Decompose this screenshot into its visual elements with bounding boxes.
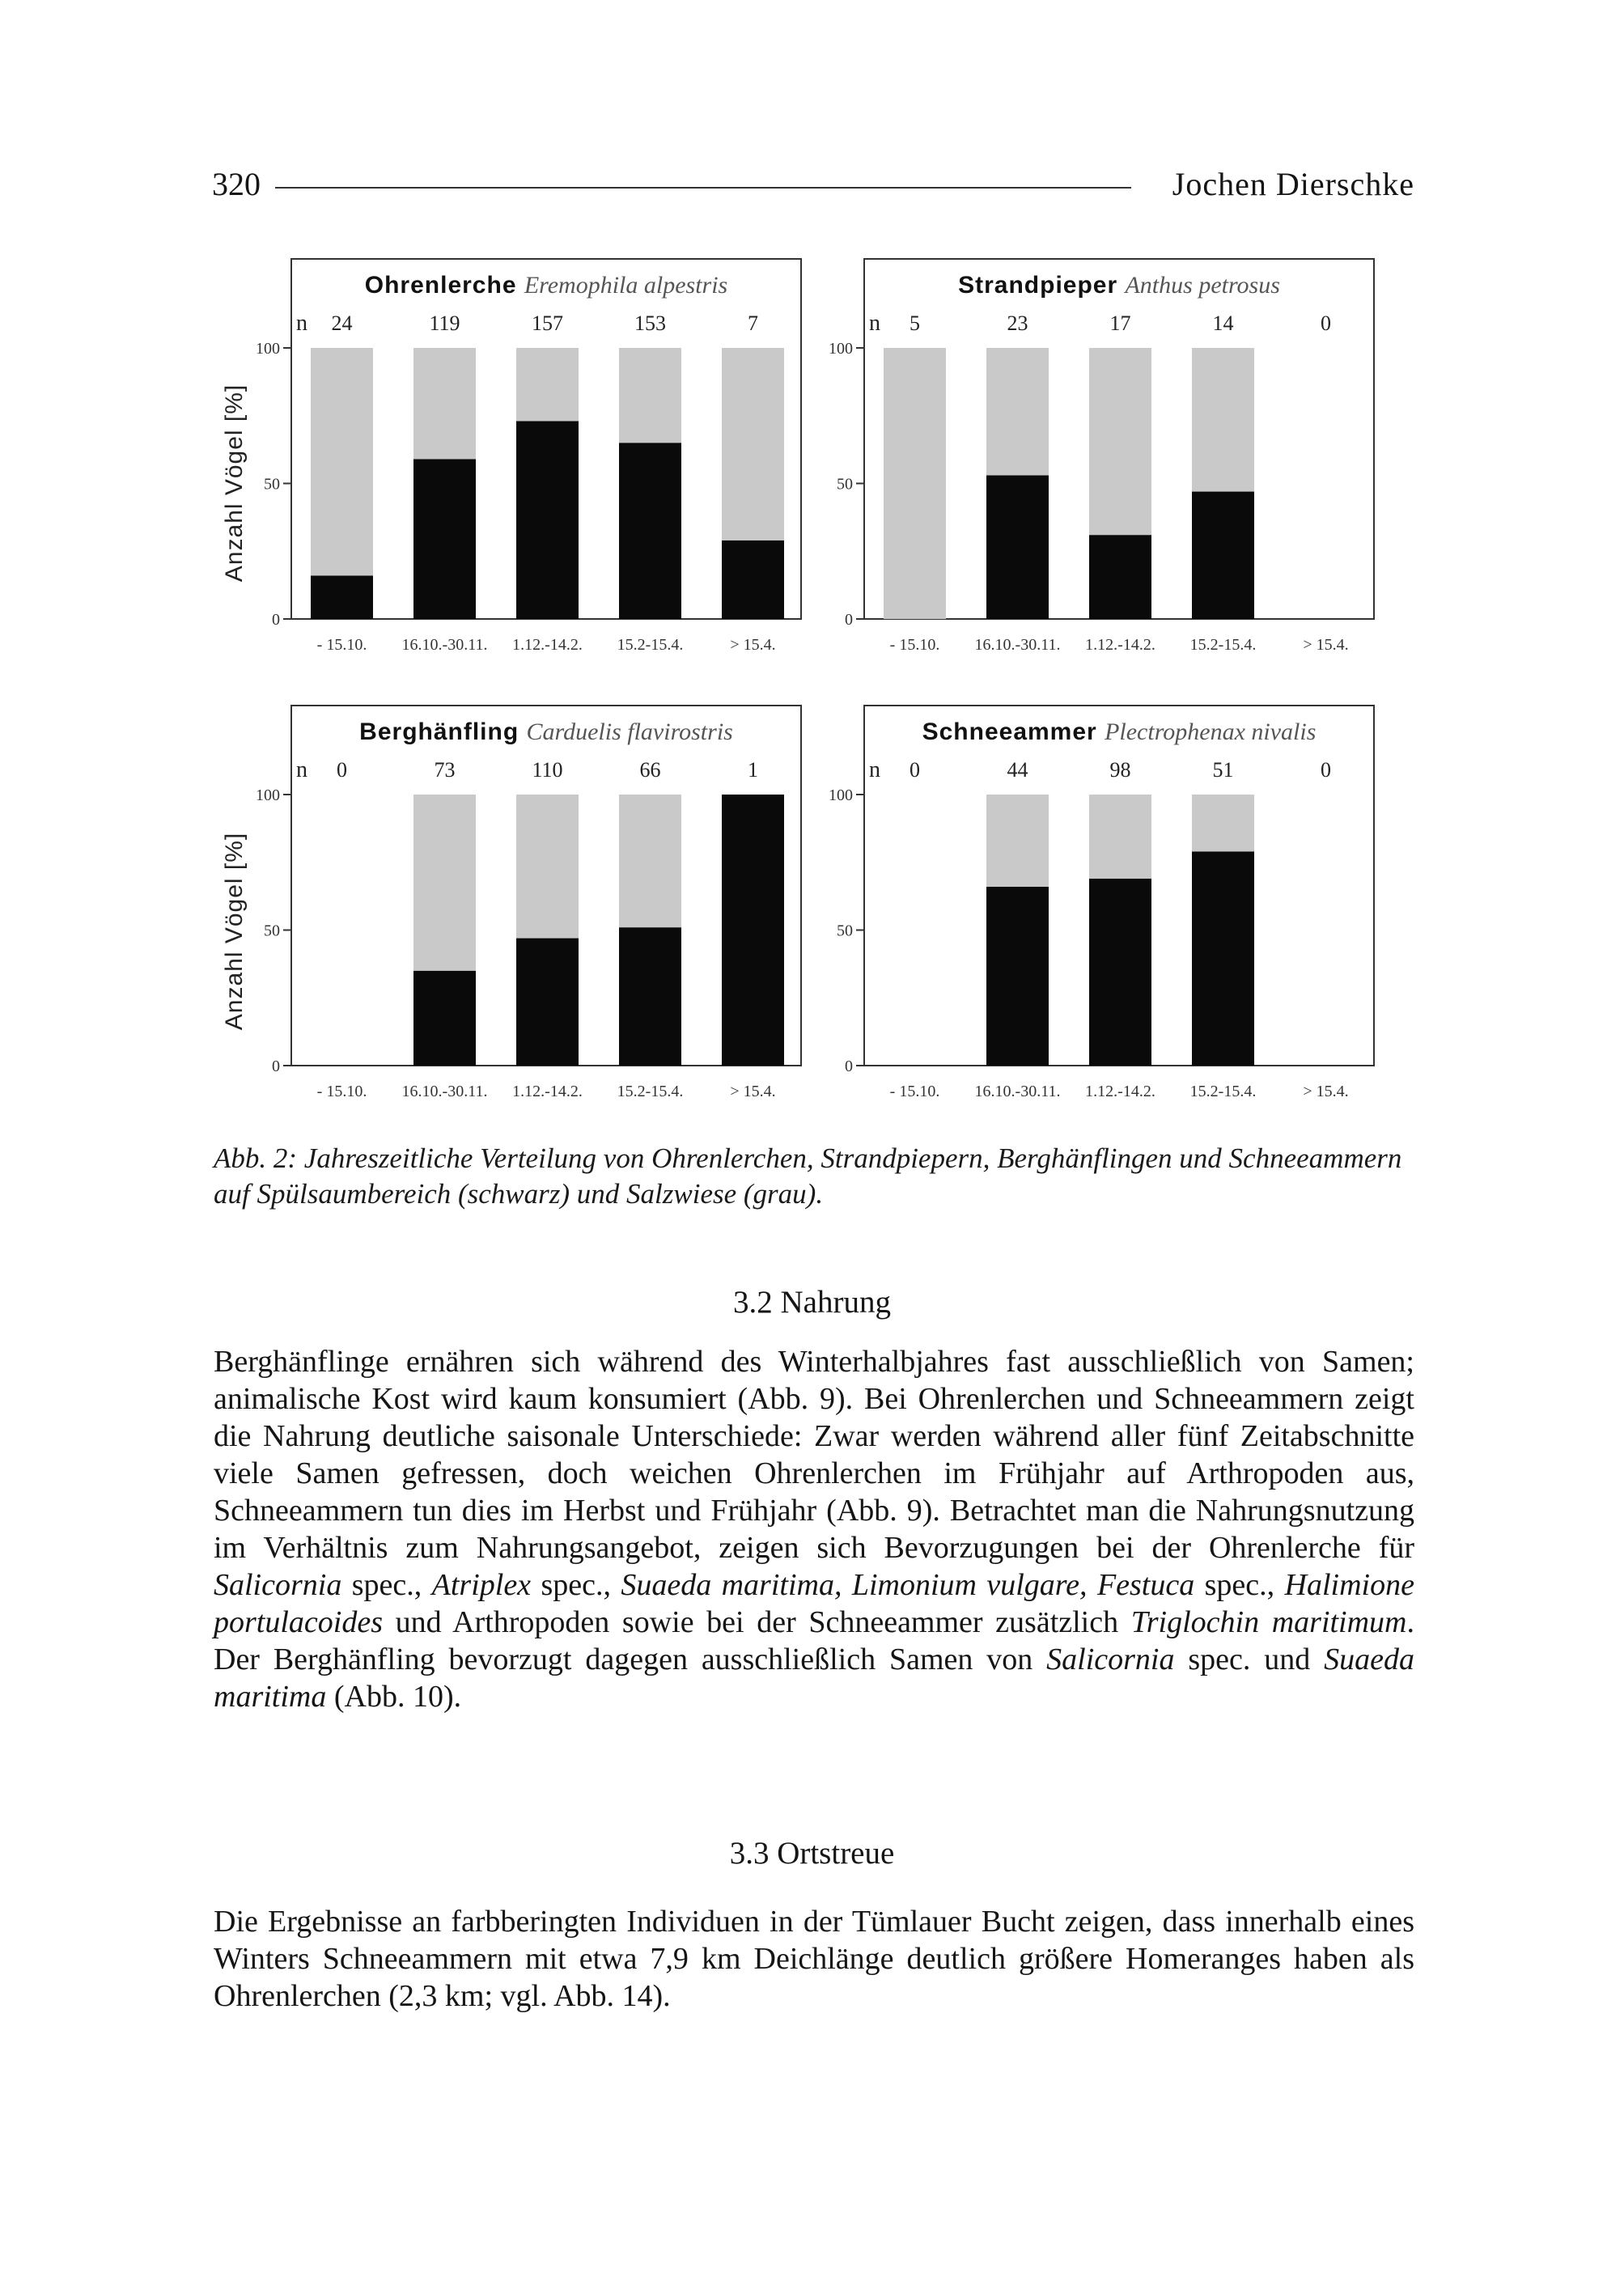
n-value: 157 [532, 312, 563, 335]
figure-abb-2 [0, 0, 1624, 1133]
bar-salzwiese [1192, 348, 1254, 492]
text-run: (Abb. 10). [326, 1680, 462, 1714]
n-prefix: n [296, 757, 307, 782]
y-tick-label: 0 [272, 611, 280, 629]
chart-title-common: Berghänfling [359, 718, 527, 745]
x-tick-label: > 15.4. [730, 1083, 776, 1100]
y-axis-label-bottom: Anzahl Vögel [%] [221, 832, 248, 1031]
y-axis-label-top: Anzahl Vögel [%] [221, 384, 248, 583]
n-value: 110 [532, 758, 563, 782]
x-tick-label: 15.2-15.4. [1189, 1083, 1257, 1100]
chart-title-latin: Eremophila alpestris [524, 272, 728, 299]
x-tick-label: 15.2-15.4. [1189, 636, 1257, 654]
n-value: 0 [337, 758, 347, 782]
n-value: 153 [634, 312, 666, 335]
chart-title-common: Ohrenlerche [364, 272, 524, 299]
bar-spuelsaum [1192, 851, 1254, 1066]
n-value: 14 [1212, 312, 1234, 335]
bar-spuelsaum [619, 927, 681, 1066]
bar-spuelsaum [516, 939, 579, 1066]
n-prefix: n [869, 757, 880, 782]
y-tick-label: 50 [264, 475, 280, 494]
bar-spuelsaum [722, 540, 784, 619]
n-value: 66 [639, 758, 661, 782]
x-tick-label: 16.10.-30.11. [974, 1083, 1061, 1100]
bar-salzwiese [516, 795, 579, 939]
page-number: 320 [212, 166, 261, 202]
text-run: . Der Berghänfling bevorzugt dagegen ausschließlich Samen von [214, 1605, 1414, 1676]
bar-spuelsaum [986, 475, 1049, 619]
y-tick-label: 50 [837, 922, 853, 940]
x-tick-label: 1.12.-14.2. [512, 1083, 583, 1100]
section-heading-3-2: 3.2 Nahrung [733, 1285, 891, 1320]
chart-title-latin: Carduelis flavirostris [526, 718, 733, 745]
bar-spuelsaum [413, 971, 476, 1066]
bar-salzwiese [986, 348, 1049, 475]
x-tick-label: - 15.10. [889, 636, 940, 654]
chart-title-latin: Anthus petrosus [1125, 272, 1280, 299]
n-value: 24 [331, 312, 353, 335]
section-heading-3-3: 3.3 Ortstreue [729, 1836, 895, 1871]
bar-spuelsaum [311, 575, 373, 619]
text-run: spec., [531, 1568, 621, 1602]
n-value: 51 [1212, 758, 1234, 782]
chart-title-latin: Plectrophenax nivalis [1105, 718, 1317, 745]
n-value: 98 [1109, 758, 1131, 782]
bar-salzwiese [413, 795, 476, 971]
y-tick-label: 100 [829, 340, 853, 358]
x-tick-label: - 15.10. [316, 636, 367, 654]
n-prefix: n [869, 311, 880, 336]
y-tick-label: 100 [256, 340, 280, 358]
bar-spuelsaum [413, 459, 476, 619]
x-tick-label: 1.12.-14.2. [512, 636, 583, 654]
taxon-name: Salicornia [214, 1568, 342, 1602]
x-tick-label: 16.10.-30.11. [974, 636, 1061, 654]
chart-title [359, 718, 733, 745]
text-run: spec. und [1174, 1642, 1325, 1676]
chart-title [958, 272, 1280, 299]
n-value: 7 [748, 312, 758, 335]
bar-salzwiese [884, 348, 946, 619]
n-value: 5 [910, 312, 920, 335]
n-value: 23 [1007, 312, 1028, 335]
taxon-name: Halimione portulacoides [214, 1568, 1414, 1639]
x-tick-label: 1.12.-14.2. [1085, 636, 1155, 654]
bar-salzwiese [311, 348, 373, 575]
y-tick-label: 100 [829, 786, 853, 804]
bar-salzwiese [413, 348, 476, 459]
bar-salzwiese [1192, 795, 1254, 851]
y-tick-label: 0 [272, 1057, 280, 1075]
x-tick-label: 15.2-15.4. [617, 636, 684, 654]
x-tick-label: > 15.4. [730, 636, 776, 654]
n-value: 0 [1321, 312, 1331, 335]
caption-text: Jahreszeitliche Verteilung von Ohrenlerchen, Strandpiepern, Berghänflingen und Schneeammern auf Spülsaumbereich (schwarz) und Salzwiese (grau). [214, 1142, 1402, 1210]
x-tick-label: > 15.4. [1303, 1083, 1349, 1100]
bar-spuelsaum [722, 795, 784, 1066]
x-tick-label: > 15.4. [1303, 636, 1349, 654]
n-value: 1 [748, 758, 758, 782]
text-run: und Arthropoden sowie bei der Schneeammer zusätzlich [382, 1605, 1131, 1639]
running-head-author: Jochen Dierschke [1172, 166, 1414, 202]
x-tick-label: 1.12.-14.2. [1085, 1083, 1155, 1100]
bar-salzwiese [516, 348, 579, 421]
figure-caption [214, 1141, 1414, 1212]
paragraph-nahrung [214, 1343, 1414, 1715]
bar-salzwiese [722, 348, 784, 540]
bar-spuelsaum [516, 421, 579, 619]
n-value: 119 [429, 312, 460, 335]
n-value: 17 [1109, 312, 1131, 335]
taxon-name: Suaeda maritima [214, 1642, 1414, 1714]
caption-label: Abb. 2: [214, 1142, 298, 1174]
y-tick-label: 50 [837, 475, 853, 494]
y-tick-label: 50 [264, 922, 280, 940]
chart-title-common: Strandpieper [958, 272, 1126, 299]
taxon-name: Triglochin maritimum [1130, 1605, 1407, 1639]
x-tick-label: 15.2-15.4. [617, 1083, 684, 1100]
bar-spuelsaum [619, 443, 681, 619]
taxon-name: Atriplex [431, 1568, 532, 1602]
n-value: 0 [910, 758, 920, 782]
bar-spuelsaum [1192, 492, 1254, 619]
x-tick-label: 16.10.-30.11. [401, 636, 488, 654]
y-tick-label: 0 [845, 1057, 853, 1075]
taxon-name: Suaeda maritima, Limonium vulgare, Festuca [621, 1568, 1195, 1602]
bar-salzwiese [619, 348, 681, 443]
n-prefix: n [296, 311, 307, 336]
n-value: 44 [1007, 758, 1028, 782]
bar-salzwiese [1089, 348, 1151, 535]
y-tick-label: 0 [845, 611, 853, 629]
text-run: spec., [1194, 1568, 1285, 1602]
text-run: spec., [341, 1568, 432, 1602]
chart-title-common: Schneeammer [922, 718, 1105, 745]
taxon-name: Salicornia [1046, 1642, 1175, 1676]
text-run: Die Ergebnisse an farbberingten Individuen in der Tümlauer Bucht zeigen, dass innerhalb eines Winters Schneeammern mit etwa 7,9 km Deichlänge deutlich größere Homeranges haben als Ohrenlerchen (2,3 km; vgl. Abb. 14). [214, 1905, 1414, 2013]
x-tick-label: - 15.10. [889, 1083, 940, 1100]
bar-salzwiese [619, 795, 681, 927]
x-tick-label: 16.10.-30.11. [401, 1083, 488, 1100]
y-tick-label: 100 [256, 786, 280, 804]
text-run: Berghänflinge ernähren sich während des Winterhalbjahres fast ausschließlich von Samen; animalische Kost wird kaum konsumiert (Abb. 9). Bei Ohrenlerchen und Schneeammern zeigt die Nahrung deutliche saisonale Unterschiede: Zwar werden während aller fünf Zeitabschnitte viele Samen gefressen, doch weichen Ohrenlerchen im Frühjahr auf Arthropoden aus, Schneeammern tun dies im Herbst und Frühjahr (Abb. 9). Betrachtet man die Nahrungsnutzung im Verhältnis zum Nahrungsangebot, zeigen sich Bevorzugungen bei der Ohrenlerche für [214, 1345, 1414, 1565]
bar-spuelsaum [986, 887, 1049, 1066]
n-value: 73 [434, 758, 456, 782]
n-value: 0 [1321, 758, 1331, 782]
bar-salzwiese [1089, 795, 1151, 879]
bar-spuelsaum [1089, 535, 1151, 619]
bar-spuelsaum [1089, 879, 1151, 1066]
bar-salzwiese [986, 795, 1049, 887]
chart-title [365, 272, 727, 299]
chart-title [922, 718, 1317, 745]
x-tick-label: - 15.10. [316, 1083, 367, 1100]
paragraph-ortstreue [214, 1903, 1414, 2015]
